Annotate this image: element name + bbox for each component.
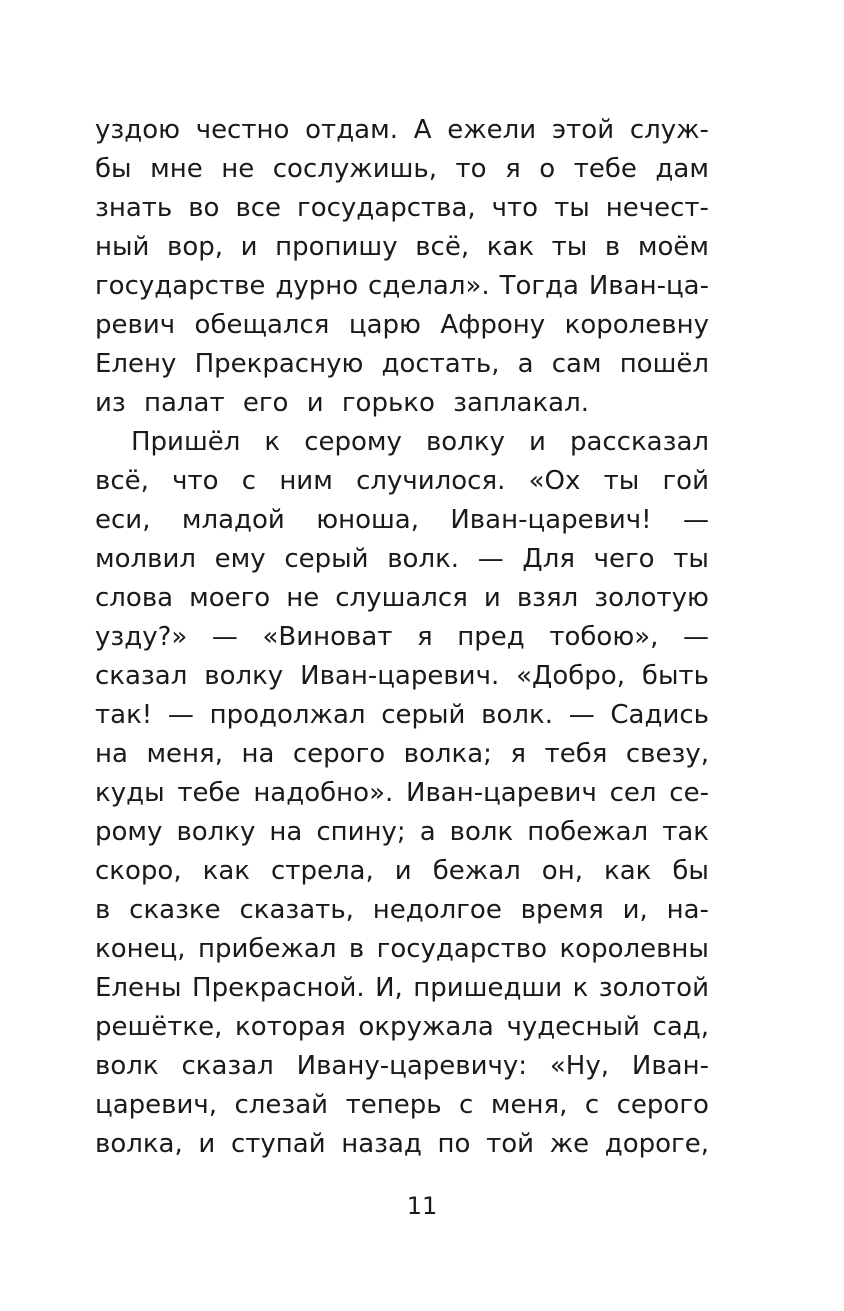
text-line: в сказке сказать, недолгое время и, на- xyxy=(95,895,709,925)
body-text xyxy=(95,111,709,1164)
text-line: сказал волку Иван-царевич. «Добро, быть xyxy=(95,661,709,691)
page-number: 11 xyxy=(406,1192,438,1220)
text-line: ревич обещался царю Афрону королевну xyxy=(95,310,709,340)
text-line: государстве дурно сделал». Тогда Иван-ца- xyxy=(95,271,709,301)
text-line: Елену Прекрасную достать, а сам пошёл xyxy=(95,349,709,379)
text-line: волк сказал Ивану-царевичу: «Ну, Иван- xyxy=(95,1051,709,1081)
text-line: всё, что с ним случилося. «Ох ты гой xyxy=(95,466,709,496)
text-line: бы мне не сослужишь, то я о тебе дам xyxy=(95,154,709,184)
text-line: скоро, как стрела, и бежал он, как бы xyxy=(95,856,709,886)
text-line: из палат его и горько заплакал. xyxy=(95,388,589,418)
text-line: молвил ему серый волк. — Для чего ты xyxy=(95,544,709,574)
text-line: ный вор, и пропишу всё, как ты в моём xyxy=(95,232,709,262)
text-line: решётке, которая окружала чудесный сад, xyxy=(95,1012,709,1042)
text-line: еси, младой юноша, Иван-царевич! — xyxy=(95,505,709,535)
paragraph-2 xyxy=(95,423,709,1164)
text-line: рому волку на спину; а волк побежал так xyxy=(95,817,709,847)
text-line: на меня, на серого волка; я тебя свезу, xyxy=(95,739,709,769)
text-line: слова моего не слушался и взял золотую xyxy=(95,583,709,613)
text-line: так! — продолжал серый волк. — Садись xyxy=(95,700,709,730)
text-line: куды тебе надобно». Иван-царевич сел се- xyxy=(95,778,709,808)
text-line: царевич, слезай теперь с меня, с серого xyxy=(95,1090,709,1120)
text-line: узду?» — «Виноват я пред тобою», — xyxy=(95,622,709,652)
text-line: Пришёл к серому волку и рассказал xyxy=(131,427,709,457)
text-line: уздою честно отдам. А ежели этой служ- xyxy=(95,115,709,145)
paragraph-1 xyxy=(95,111,709,423)
text-line: Елены Прекрасной. И, пришедши к золотой xyxy=(95,973,709,1003)
text-line: конец, прибежал в государство королевны xyxy=(95,934,709,964)
text-line: волка, и ступай назад по той же дороге, xyxy=(95,1129,709,1159)
text-line: знать во все государства, что ты нечест- xyxy=(95,193,709,223)
